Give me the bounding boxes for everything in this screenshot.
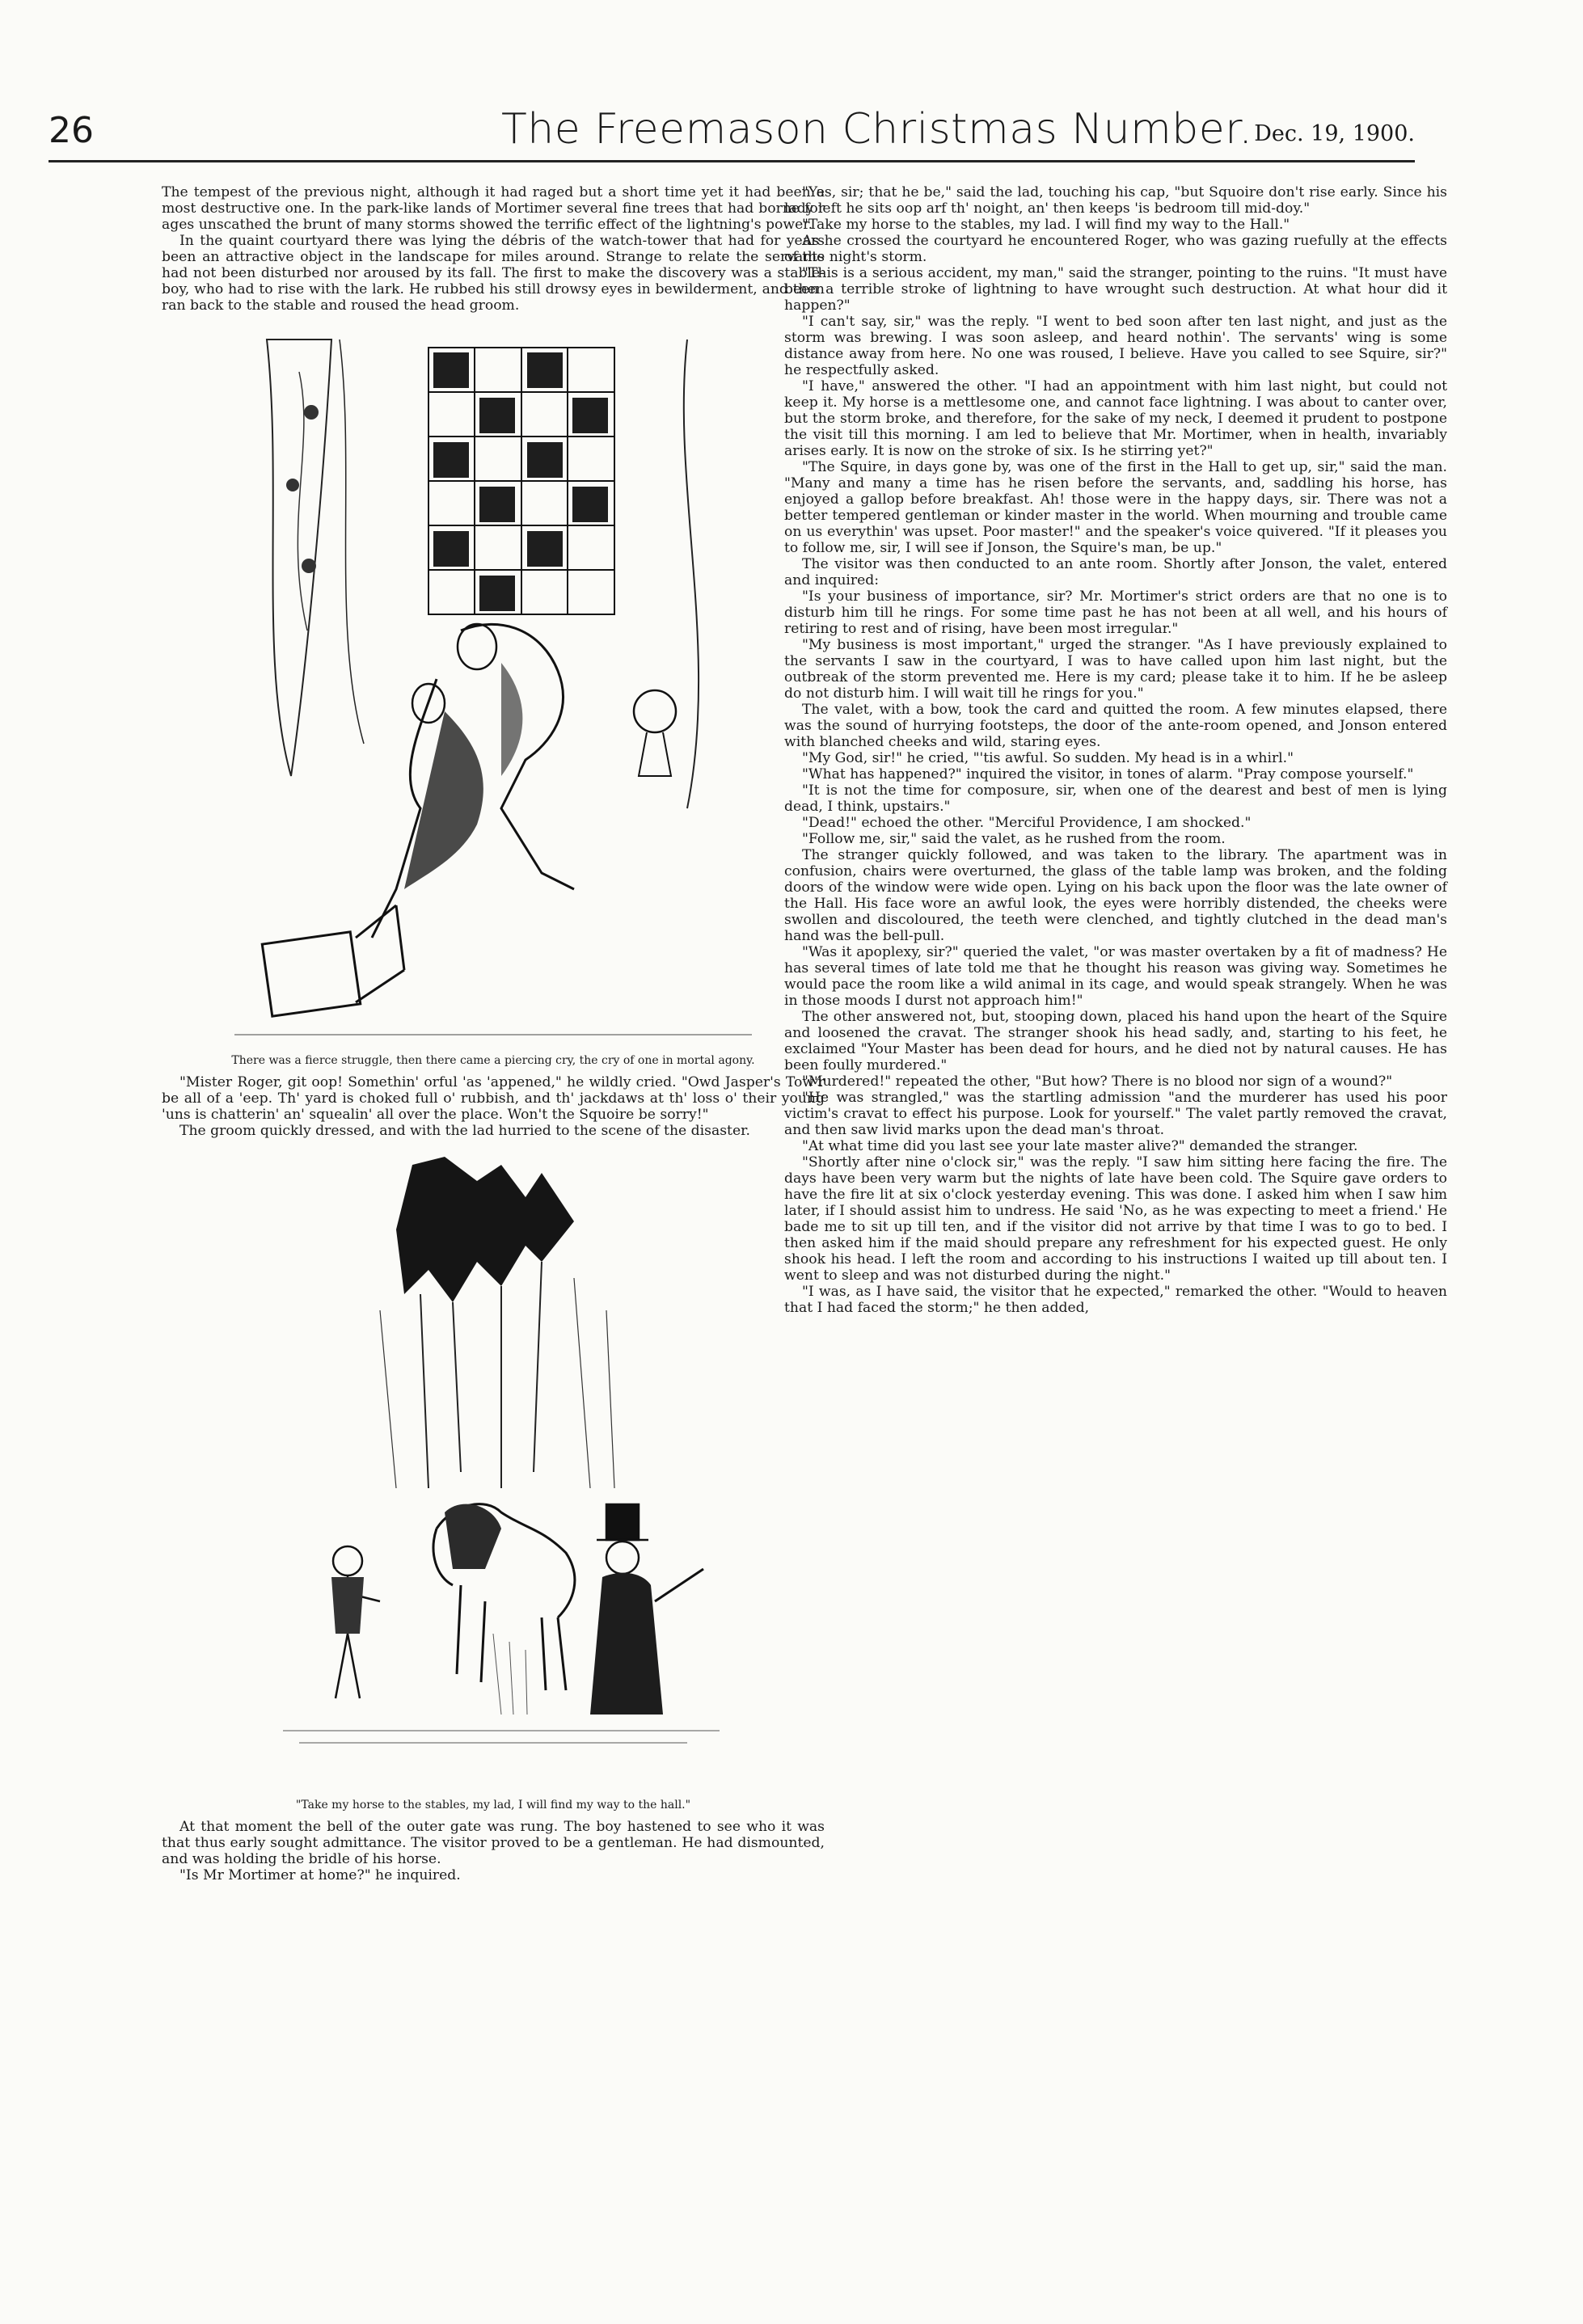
paragraph: The valet, with a bow, took the card and quitted the room. A few minutes elapsed, there was the sound of hurrying footsteps, the door of the ante-room opened, and Jonson entered with blanched cheeks and wild, staring eyes. [784,702,1447,750]
paragraph: The tempest of the previous night, although it had raged but a short time yet it had been a most destructive one. In the park-like lands of Mortimer several fine trees that had borne for ages unscathed the brunt of many storms showed the terrific effect of the lightning's power. [162,184,825,233]
paragraph: In the quaint courtyard there was lying the débris of the watch-tower that had for years been an attractive object in the landscape for miles around. Strange to relate the servants had not been disturbed nor aroused by its fall. The first to make the discovery was a stable-boy, who had to rise with the lark. He rubbed his still drowsy eyes in bewilderment, and then ran back to the stable and roused the head groom. [162,233,825,314]
illustration-struggle [162,323,825,1068]
struggle-engraving [234,323,752,1051]
paragraph: At that moment the bell of the outer gate was rung. The boy hastened to see who it was that thus early sought admittance. The visitor proved to be a gentleman. He had dismounted, and was holding the bridle of his horse. [162,1819,825,1867]
horse-engraving [234,1149,752,1795]
paragraph: "Follow me, sir," said the valet, as he rushed from the room. [802,831,1226,847]
paragraph: "The Squire, in days gone by, was one of the first in the Hall to get up, sir," said the man. "Many and many a time has he risen before the servants, and, saddling his horse, has enjoyed a gallop before breakfast. Ah! those were in the happy days, sir. There was not a better tempered gentleman or kinder master in the world. When mourning and trouble came on us everythin' was upset. Poor master!" and the speaker's voice quivered. "If it pleases you to follow me, sir, I will see if Jonson, the Squire's man, be up." [784,459,1447,556]
paragraph: "Is Mr Mortimer at home?" he inquired. [179,1867,461,1883]
paragraph: The stranger quickly followed, and was taken to the library. The apartment was in confusion, chairs were overturned, the glass of the table lamp was broken, and the folding doors of the window were wide open. Lying on his back upon the floor was the late owner of the Hall. His face wore an awful look, the eyes were horribly distended, the cheeks were swollen and discoloured, the teeth were clenched, and tightly clutched in the dead man's hand was the bell-pull. [784,847,1447,944]
paragraph: "My business is most important," urged the stranger. "As I have previously explained to the servants I saw in the courtyard, I was to have called upon him last night, but the outbreak of the storm prevented me. Here is my card; please take it to him. If he be asleep do not disturb him. I will wait till he rings for you." [784,637,1447,702]
paragraph: "Mister Roger, git oop! Somethin' orful 'as 'appened," he wildly cried. "Owd Jasper's Tow'r be all of a 'eep. Th' yard is choked full o' rubbish, and th' jackdaws at th' loss o' their young 'uns is chatterin' an' squealin' all over the place. Won't the Squoire be sorry!" [162,1074,825,1123]
paragraph: "Was it apoplexy, sir?" queried the valet, "or was master overtaken by a fit of madness? He has several times of late told me that he thought his reason was giving way. Sometimes he would pace the room like a wild animal in its cage, and would speak strangely. When he was in those moods I durst not approach him!" [784,944,1447,1009]
figure-caption: There was a fierce struggle, then there came a piercing cry, the cry of one in mortal agony. [231,1054,755,1067]
paragraph: "Take my horse to the stables, my lad. I will find my way to the Hall." [802,217,1290,233]
page-number: 26 [49,110,94,151]
paragraph: "He was strangled," was the startling admission "and the murderer has used his poor victim's cravat to effect his purpose. Look for yourself." The valet partly removed the cravat, and then saw livid marks upon the dead man's throat. [784,1090,1447,1138]
paragraph: The groom quickly dressed, and with the lad hurried to the scene of the disaster. [179,1123,750,1139]
paragraph: "I was, as I have said, the visitor that he expected," remarked the other. "Would to heaven that I had faced the storm;" he then added, [784,1284,1447,1316]
masthead-title: The Freemason Christmas Number. [501,105,1253,154]
right-column [784,184,1447,1316]
paragraph: "Shortly after nine o'clock sir," was the reply. "I saw him sitting here facing the fire. The days have been very warm but the nights of late have been cold. The Squire gave orders to have the fire lit at six o'clock yesterday evening. This was done. I asked him when I saw him later, if I should assist him to undress. He said 'No, as he was expecting to meet a friend.' He bade me to sit up till ten, and if the visitor did not arrive by that time I was to go to bed. I then asked him if the maid should prepare any refreshment for his expected guest. He only shook his head. I left the room and according to his instructions I waited up till about ten. I went to sleep and was not disturbed during the night." [784,1154,1447,1284]
paragraph: "I have," answered the other. "I had an appointment with him last night, but could not keep it. My horse is a mettlesome one, and cannot face lightning. I was about to canter over, but the storm broke, and therefore, for the sake of my neck, I deemed it prudent to postpone the visit till this morning. I am led to believe that Mr. Mortimer, when in health, invariably arises early. It is now on the stroke of six. Is he stirring yet?" [784,378,1447,459]
paragraph: The other answered not, but, stooping down, placed his hand upon the heart of the Squire and loosened the cravat. The stranger shook his head sadly, and, starting to his feet, he exclaimed "Your Master has been dead for hours, and he died not by natural causes. He has been foully murdered." [784,1009,1447,1073]
paragraph: As he crossed the courtyard he encountered Roger, who was gazing ruefully at the effects of the night's storm. [784,233,1447,265]
paragraph: "What has happened?" inquired the visitor, in tones of alarm. "Pray compose yourself." [802,766,1414,782]
paragraph: "My God, sir!" he cried, "'tis awful. So sudden. My head is in a whirl." [802,750,1294,766]
page-header [49,103,1415,162]
paragraph: "This is a serious accident, my man," said the stranger, pointing to the ruins. "It must have been a terrible stroke of lightning to have wrought such destruction. At what hour did it happen?" [784,265,1447,314]
paragraph: "Is your business of importance, sir? Mr. Mortimer's strict orders are that no one is to disturb him till he rings. For some time past he has not been at all well, and his hours of retiring to rest and of rising, have been most irregular." [784,588,1447,637]
figure-caption: "Take my horse to the stables, my lad, I will find my way to the hall." [295,1799,691,1812]
paragraph: "It is not the time for composure, sir, when one of the dearest and best of men is lying dead, I think, upstairs." [784,782,1447,815]
illustration-horse [162,1149,825,1812]
paragraph: "I can't say, sir," was the reply. "I went to bed soon after ten last night, and just as the storm was brewing. I was soon asleep, and heard nothin'. The servants' wing is some distance away from here. No one was roused, I believe. Have you called to see Squire, sir?" he respectfully asked. [784,314,1447,378]
paragraph: "At what time did you last see your late master alive?" demanded the stranger. [802,1138,1358,1154]
paragraph: "Yes, sir; that he be," said the lad, touching his cap, "but Squoire don't rise early. Since his lady left he sits oop arf th' noight, an' then keeps 'is bedroom till mid-doy." [784,184,1447,217]
paragraph: The visitor was then conducted to an ante room. Shortly after Jonson, the valet, entered and inquired: [784,556,1447,588]
paragraph: "Murdered!" repeated the other, "But how? There is no blood nor sign of a wound?" [802,1073,1393,1090]
issue-date: Dec. 19, 1900. [1254,121,1415,146]
left-column [162,184,825,1883]
paragraph: "Dead!" echoed the other. "Merciful Providence, I am shocked." [802,815,1252,831]
